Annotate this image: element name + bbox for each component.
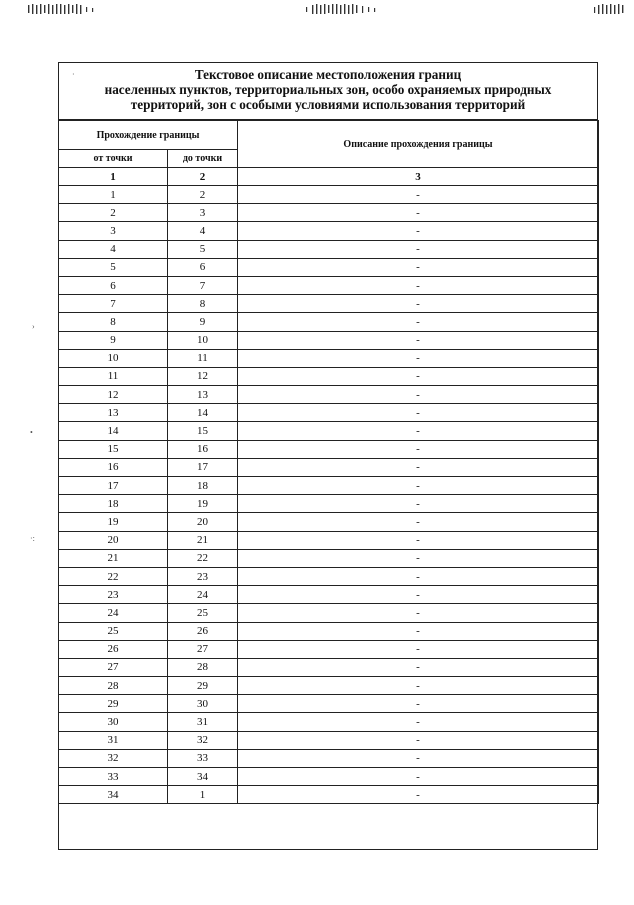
- cell-description: -: [238, 531, 599, 549]
- cell-to-point: 8: [168, 295, 238, 313]
- table-row: [59, 567, 599, 585]
- cell-from-point: 17: [59, 477, 168, 495]
- cell-description: -: [238, 458, 599, 476]
- cell-from-point: 27: [59, 658, 168, 676]
- cell-from-point: 14: [59, 422, 168, 440]
- cell-description: -: [238, 549, 599, 567]
- cell-description: -: [238, 786, 599, 804]
- table-row: [59, 622, 599, 640]
- cell-to-point: 21: [168, 531, 238, 549]
- cell-from-point: 21: [59, 549, 168, 567]
- cell-description: -: [238, 677, 599, 695]
- table-row: [59, 731, 599, 749]
- cell-to-point: 11: [168, 349, 238, 367]
- cell-to-point: 25: [168, 604, 238, 622]
- cell-description: -: [238, 313, 599, 331]
- cell-to-point: 28: [168, 658, 238, 676]
- cell-to-point: 13: [168, 386, 238, 404]
- table-row: [59, 349, 599, 367]
- cell-to-point: 27: [168, 640, 238, 658]
- title-line: территорий, зон с особыми условиями использования территорий: [130, 97, 526, 112]
- cell-to-point: 18: [168, 477, 238, 495]
- cell-from-point: 31: [59, 731, 168, 749]
- cell-from-point: 24: [59, 604, 168, 622]
- cell-to-point: 32: [168, 731, 238, 749]
- cell-from-point: 26: [59, 640, 168, 658]
- table-row: [59, 240, 599, 258]
- cell-from-point: 33: [59, 768, 168, 786]
- cell-to-point: 7: [168, 276, 238, 294]
- cell-description: -: [238, 477, 599, 495]
- column-number: 2: [168, 168, 238, 186]
- table-row: [59, 404, 599, 422]
- column-number: 1: [59, 168, 168, 186]
- cell-to-point: 14: [168, 404, 238, 422]
- cell-from-point: 18: [59, 495, 168, 513]
- cell-description: -: [238, 349, 599, 367]
- cell-description: -: [238, 658, 599, 676]
- scan-dot: ·:: [30, 534, 35, 543]
- cell-from-point: 4: [59, 240, 168, 258]
- cell-description: -: [238, 713, 599, 731]
- cell-to-point: 15: [168, 422, 238, 440]
- header-from-point: от точки: [59, 150, 168, 168]
- cell-description: -: [238, 768, 599, 786]
- cell-description: -: [238, 495, 599, 513]
- table-row: [59, 713, 599, 731]
- cell-from-point: 30: [59, 713, 168, 731]
- cell-description: -: [238, 295, 599, 313]
- cell-to-point: 30: [168, 695, 238, 713]
- cell-from-point: 3: [59, 222, 168, 240]
- document-title: [58, 62, 598, 120]
- cell-from-point: 12: [59, 386, 168, 404]
- cell-description: -: [238, 258, 599, 276]
- cell-from-point: 20: [59, 531, 168, 549]
- cell-from-point: 25: [59, 622, 168, 640]
- cell-from-point: 16: [59, 458, 168, 476]
- scan-binding-marks: [0, 2, 634, 18]
- cell-from-point: 29: [59, 695, 168, 713]
- cell-to-point: 20: [168, 513, 238, 531]
- cell-to-point: 1: [168, 786, 238, 804]
- cell-to-point: 31: [168, 713, 238, 731]
- boundary-table: [58, 120, 599, 804]
- table-row: [59, 295, 599, 313]
- header-description: Описание прохождения границы: [238, 121, 599, 168]
- cell-description: -: [238, 367, 599, 385]
- table-row: [59, 422, 599, 440]
- table-row: [59, 586, 599, 604]
- cell-from-point: 22: [59, 567, 168, 585]
- scan-dot: ·: [72, 70, 75, 79]
- cell-description: -: [238, 204, 599, 222]
- cell-description: -: [238, 749, 599, 767]
- cell-to-point: 12: [168, 367, 238, 385]
- table-row: [59, 513, 599, 531]
- table-row: [59, 204, 599, 222]
- cell-to-point: 26: [168, 622, 238, 640]
- cell-to-point: 5: [168, 240, 238, 258]
- table-row: [59, 186, 599, 204]
- cell-description: -: [238, 695, 599, 713]
- cell-from-point: 15: [59, 440, 168, 458]
- cell-to-point: 9: [168, 313, 238, 331]
- cell-description: -: [238, 186, 599, 204]
- table-row: [59, 695, 599, 713]
- table-row: [59, 458, 599, 476]
- cell-to-point: 2: [168, 186, 238, 204]
- cell-description: -: [238, 331, 599, 349]
- title-line: населенных пунктов, территориальных зон, особо охраняемых природных: [104, 82, 552, 97]
- cell-to-point: 3: [168, 204, 238, 222]
- cell-to-point: 22: [168, 549, 238, 567]
- cell-description: -: [238, 276, 599, 294]
- cell-to-point: 6: [168, 258, 238, 276]
- table-row: [59, 677, 599, 695]
- cell-to-point: 10: [168, 331, 238, 349]
- cell-from-point: 28: [59, 677, 168, 695]
- cell-from-point: 34: [59, 786, 168, 804]
- table-row: [59, 313, 599, 331]
- cell-description: -: [238, 586, 599, 604]
- scan-dot: ›: [32, 322, 35, 331]
- table-row: [59, 768, 599, 786]
- cell-from-point: 11: [59, 367, 168, 385]
- cell-to-point: 34: [168, 768, 238, 786]
- cell-description: -: [238, 240, 599, 258]
- table-row: [59, 640, 599, 658]
- header-boundary-passage: Прохождение границы: [59, 121, 238, 150]
- title-line: Текстовое описание местоположения границ: [194, 67, 462, 82]
- cell-from-point: 9: [59, 331, 168, 349]
- header-to-point: до точки: [168, 150, 238, 168]
- table-row: [59, 386, 599, 404]
- cell-from-point: 2: [59, 204, 168, 222]
- table-row: [59, 749, 599, 767]
- table-row: [59, 495, 599, 513]
- scan-dot: •: [30, 428, 33, 437]
- table-row: [59, 604, 599, 622]
- table-row: [59, 440, 599, 458]
- cell-from-point: 32: [59, 749, 168, 767]
- cell-description: -: [238, 386, 599, 404]
- cell-to-point: 23: [168, 567, 238, 585]
- cell-from-point: 23: [59, 586, 168, 604]
- table-row: [59, 258, 599, 276]
- cell-from-point: 1: [59, 186, 168, 204]
- cell-from-point: 7: [59, 295, 168, 313]
- cell-description: -: [238, 731, 599, 749]
- table-row: [59, 367, 599, 385]
- cell-description: -: [238, 567, 599, 585]
- cell-to-point: 29: [168, 677, 238, 695]
- cell-description: -: [238, 422, 599, 440]
- cell-from-point: 10: [59, 349, 168, 367]
- cell-to-point: 33: [168, 749, 238, 767]
- empty-footer-area: [58, 805, 598, 850]
- cell-from-point: 13: [59, 404, 168, 422]
- cell-description: -: [238, 640, 599, 658]
- cell-to-point: 24: [168, 586, 238, 604]
- table-row: [59, 331, 599, 349]
- cell-description: -: [238, 622, 599, 640]
- cell-description: -: [238, 440, 599, 458]
- table-row: [59, 276, 599, 294]
- cell-to-point: 17: [168, 458, 238, 476]
- table-row: [59, 786, 599, 804]
- table-row: [59, 658, 599, 676]
- cell-to-point: 4: [168, 222, 238, 240]
- cell-to-point: 19: [168, 495, 238, 513]
- cell-from-point: 19: [59, 513, 168, 531]
- cell-description: -: [238, 513, 599, 531]
- column-number: 3: [238, 168, 599, 186]
- cell-from-point: 6: [59, 276, 168, 294]
- cell-from-point: 5: [59, 258, 168, 276]
- table-row: [59, 477, 599, 495]
- table-row: [59, 222, 599, 240]
- table-row: [59, 531, 599, 549]
- table-row: [59, 549, 599, 567]
- cell-description: -: [238, 404, 599, 422]
- cell-to-point: 16: [168, 440, 238, 458]
- cell-from-point: 8: [59, 313, 168, 331]
- cell-description: -: [238, 222, 599, 240]
- cell-description: -: [238, 604, 599, 622]
